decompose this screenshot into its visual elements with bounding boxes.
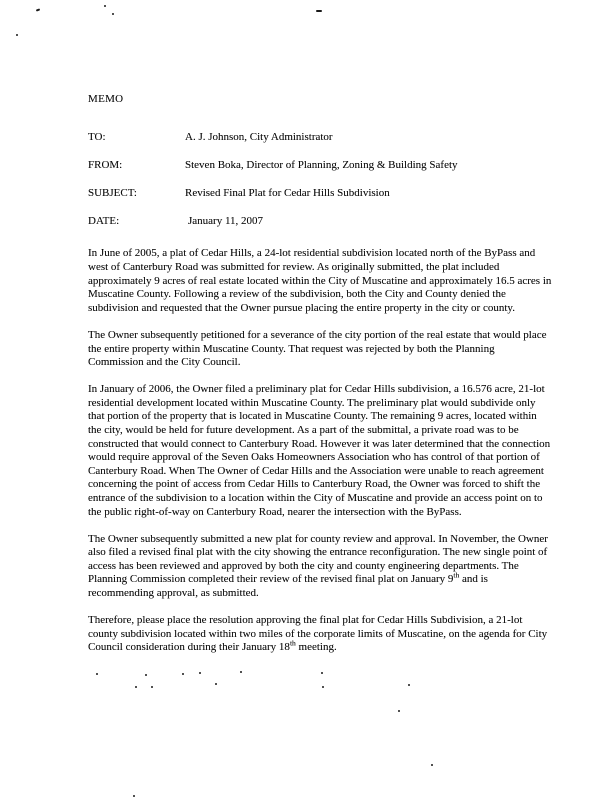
from-value: Steven Boka, Director of Planning, Zoning & Building Safety — [185, 158, 458, 171]
paragraph-text: In January of 2006, the Owner filed a preliminary plat for Cedar Hills subdivision, a 16.576 acre, 21-lot residential development located within Muscatine County. The preliminary plat would subdivide only that portion of the property that is located in Muscatine County. The remaining 9 acres, located within the city, would be held for future development. As a part of the submittal, a private road was to be constructed that would connect to Canterbury Road. However it was later determined that the connection would require approval of the Seven Oaks Homeowners Association who has control of that portion of Canterbury Road. When The Owner of Cedar Hills and the Association were unable to reach agreement concerning the point of access from Cedar Hills to Canterbury Road, the Owner was forced to shift the entrance of the subdivision to a location within the City of Muscatine and provide an access point on to the public right-of-way on Canterbury Road, nearer the intersection with the ByPass. — [88, 383, 551, 518]
date-label: DATE: — [88, 214, 120, 227]
paragraph-text: The Owner subsequently submitted a new plat for county review and approval. In November, the Owner also filed a revised final plat with the city showing the entrance reconfiguration. The new single point of access has been reviewed and approved by both the city and county engineering departments. The Planning Commission completed their review of the revised final plat on January 9 — [88, 532, 548, 586]
memo-header-row-date — [88, 215, 552, 229]
ordinal-superscript: th — [289, 638, 296, 648]
scan-speck — [182, 673, 184, 675]
to-label: TO: — [88, 130, 106, 143]
memo-paragraph — [88, 533, 552, 601]
scan-speck — [16, 34, 18, 36]
paragraph-text: meeting. — [295, 641, 337, 654]
memo-paragraph — [88, 329, 552, 370]
memo-header — [88, 131, 552, 229]
scan-speck — [240, 671, 242, 673]
scan-speck — [322, 686, 324, 688]
paragraph-text: and is recommending approval, as submitted. — [88, 573, 488, 600]
ordinal-superscript: th — [453, 570, 460, 580]
scan-speck — [215, 683, 217, 685]
scan-speck — [199, 672, 201, 674]
date-value: January 11, 2007 — [188, 214, 264, 227]
paragraph-text: The Owner subsequently petitioned for a severance of the city portion of the real estate that would place the entire property within Muscatine County. That request was rejected by both the Planning Commission and the City Council. — [88, 328, 547, 369]
memo-content — [88, 93, 552, 668]
to-value: A. J. Johnson, City Administrator — [185, 130, 333, 143]
memo-paragraph — [88, 614, 552, 655]
scan-speck — [145, 674, 147, 676]
scan-speck — [321, 672, 323, 674]
from-label: FROM: — [88, 158, 123, 171]
scan-speck — [431, 764, 433, 766]
scan-speck — [96, 673, 98, 675]
paragraph-text: Therefore, please place the resolution approving the final plat for Cedar Hills Subdivision, a 21-lot county subdivision located within two miles of the corporate limits of Muscatine, on the agenda for City Council consideration during their January 18 — [88, 614, 548, 654]
scan-speck — [398, 710, 400, 712]
scan-speck — [408, 684, 410, 686]
memo-header-row-from — [88, 159, 552, 173]
memo-paragraph — [88, 383, 552, 519]
memo-paragraph — [88, 247, 552, 315]
memo-header-row-to — [88, 131, 552, 145]
paragraph-text: In June of 2005, a plat of Cedar Hills, a 24-lot residential subdivision located north of the ByPass and west of Canterbury Road was submitted for review. As originally submitted, the plat included approximately 9 acres of real estate located within the City of Muscatine and approximately 16.5 acres in Muscatine County. Following a review of the subdivision, both the City and County denied the subdivision and requested that the Owner pursue placing the entire property in the city or county. — [88, 247, 552, 314]
memo-title: MEMO — [88, 93, 124, 105]
memo-header-row-subject — [88, 187, 552, 201]
subject-label: SUBJECT: — [88, 186, 137, 199]
scan-speck — [112, 13, 114, 15]
scan-speck — [133, 795, 135, 797]
scan-speck — [135, 686, 137, 688]
scan-speck — [36, 8, 40, 11]
memo-paragraphs — [88, 247, 552, 654]
scan-speck — [104, 5, 106, 7]
scan-speck — [316, 10, 322, 12]
scan-speck — [151, 686, 153, 688]
subject-value: Revised Final Plat for Cedar Hills Subdivision — [185, 186, 390, 199]
